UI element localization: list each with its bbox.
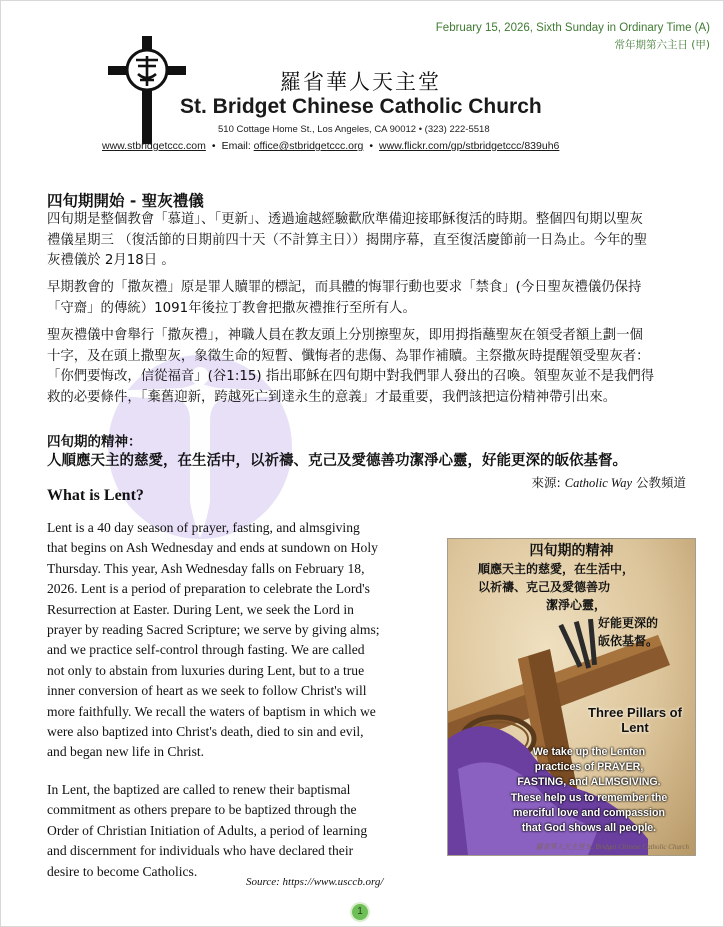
text-line: and began new life in Christ. <box>47 744 205 760</box>
text-line: more faithfully. We recall the waters of baptism in which we <box>47 703 376 719</box>
text-line: In Lent, the baptized are called to renew their baptismal <box>47 782 351 797</box>
poster-line-zh: 皈依基督。 <box>598 634 659 648</box>
english-section-title: What is Lent? <box>47 487 144 504</box>
text-line: Thursday. This year, Ash Wednesday falls on February 18, <box>47 560 365 576</box>
source-prefix: 來源: <box>531 475 561 490</box>
website-link[interactable]: www.stbridgetccc.com <box>102 140 206 152</box>
text-line: inner conversion of heart as we seek to follow Christ's will <box>47 683 367 699</box>
chinese-paragraph-1 <box>47 210 687 272</box>
contact-links <box>102 140 559 152</box>
text-line: 聖灰禮儀中會舉行「撒灰禮」，神職人員在教友頭上分別擦聖灰，即用拇指蘸聖灰在領受者額上劃一個 <box>47 328 643 343</box>
english-source: Source: https://www.usccb.org/ <box>246 876 384 888</box>
page-number-badge: 1 <box>352 904 368 920</box>
poster-body-line: These help us to remember the <box>510 791 668 804</box>
text-line: 早期教會的「撒灰禮」原是罪人贖罪的標記，而具體的悔罪行動也要求「禁食」(今日聖灰禮儀仍保持 <box>47 280 642 295</box>
flickr-link[interactable]: www.flickr.com/gp/stbridgetccc/839uh6 <box>379 140 560 152</box>
church-address: 510 Cottage Home St., Los Angeles, CA 90012 • (323) 222-5518 <box>218 124 490 135</box>
poster-body-line: that God shows all people. <box>521 822 657 835</box>
text-line: and we practice self-control through fasting. We are called <box>47 642 365 658</box>
chinese-source <box>532 473 686 491</box>
text-line: prayer by reading Sacred Scripture; we serve by giving alms; <box>47 622 380 638</box>
lent-spirit-heading: 四旬期的精神： <box>47 434 142 450</box>
text-line: Resurrection at Easter. During Lent, we seek the Lord in <box>47 601 354 617</box>
poster-body-line: We take up the Lenten <box>532 746 646 758</box>
poster-body-line: merciful love and compassion <box>513 806 665 819</box>
text-line: desire to become Catholics. <box>47 863 198 879</box>
poster-line-zh: 潔淨心靈， <box>546 598 607 612</box>
text-line: 救的必要條件，「棄舊迎新，跨越死亡到達永生的意義」才最重要，我們該把這份精神帶引出來。 <box>47 389 617 405</box>
email-link[interactable]: office@stbridgetccc.org <box>253 140 364 152</box>
poster-title <box>585 705 685 735</box>
email-label: Email: <box>221 140 251 152</box>
text-line: 灰禮儀於 2月18日 。 <box>47 253 175 268</box>
bullet-separator: • <box>211 140 216 152</box>
poster-line-zh: 順應天主的慈愛，在生活中， <box>478 562 635 576</box>
text-line: that begins on Ash Wednesday and ends at sundown on Holy <box>47 540 378 556</box>
poster-body <box>494 745 684 836</box>
poster-line-zh: 好能更深的 <box>598 616 659 630</box>
poster-body-line: FASTING, and ALMSGIVING. <box>517 776 661 789</box>
church-logo-icon <box>108 36 186 144</box>
source-name: Catholic Way <box>564 476 632 490</box>
text-line: 四旬期是整個教會「慕道」、「更新」、透過逾越經驗歡欣準備迎接耶穌復活的時期。整個四旬期以聖灰 <box>47 212 643 227</box>
text-line: commitment as others prepare to be baptized through the <box>47 802 357 818</box>
date-english: February 15, 2026, Sixth Sunday in Ordinary Time (A) <box>435 22 710 34</box>
poster-body-line: practices of PRAYER, <box>534 761 644 774</box>
church-name-chinese: 羅省華人天主堂 <box>280 70 441 94</box>
poster-footer: 羅省華人天主堂 St. Bridget Chinese Catholic Church <box>535 843 689 851</box>
text-line: Lent is a 40 day season of prayer, fasting, and almsgiving <box>47 520 360 535</box>
text-line: not only to abstain from luxuries during Lent, but to a true <box>47 662 365 678</box>
chinese-section-title: 四旬期開始 - 聖灰禮儀 <box>47 192 204 210</box>
text-line: were also baptized into Christ's death, died to sin and evil, <box>47 724 364 740</box>
chinese-paragraph-3 <box>47 326 687 408</box>
poster-title-line: Three Pillars of <box>588 705 682 720</box>
lent-spirit-text: 人順應天主的慈愛，在生活中，以祈禱、克己及愛德善功潔淨心靈，好能更深的皈依基督。 <box>47 453 627 469</box>
text-line: 「守齋」的傳統）1091年後拉丁教會把撒灰禮推行至所有人。 <box>47 300 416 316</box>
text-line: 2026. Lent is a period of preparation to celebrate the Lord's <box>47 581 370 597</box>
church-name-english: St. Bridget Chinese Catholic Church <box>180 95 542 118</box>
date-chinese: 常年期第六主日 (甲) <box>614 39 710 51</box>
bullet-separator: • <box>369 140 374 152</box>
text-line: 禮儀星期三 （復活節的日期前四十天（不計算主日））揭開序幕，直至復活慶節前一日為止。今年的聖 <box>47 232 648 248</box>
text-line: and discernment for individuals who have declared their <box>47 843 354 859</box>
text-line: 「你們要悔改，信從福音」(谷1:15) 指出耶穌在四旬期中對我們罪人發出的召喚。領聖灰並不是我們得 <box>47 369 655 384</box>
poster-heading-zh: 四旬期的精神 <box>529 543 614 559</box>
poster-line-zh: 以祈禱、克己及愛德善功 <box>478 580 611 594</box>
text-line: Order of Christian Initiation of Adults, a period of learning <box>47 822 368 838</box>
chinese-paragraph-2 <box>47 278 687 319</box>
english-paragraph-1 <box>47 518 427 763</box>
english-paragraph-2 <box>47 780 427 882</box>
source-suffix: 公教頻道 <box>635 475 686 490</box>
poster-title-line: Lent <box>621 720 649 735</box>
three-pillars-poster <box>447 538 696 856</box>
text-line: 十字，及在頭上撒聖灰，象徵生命的短暫、懺悔者的悲傷、為罪作補贖。主祭撒灰時提醒領受聖灰者： <box>47 348 650 364</box>
